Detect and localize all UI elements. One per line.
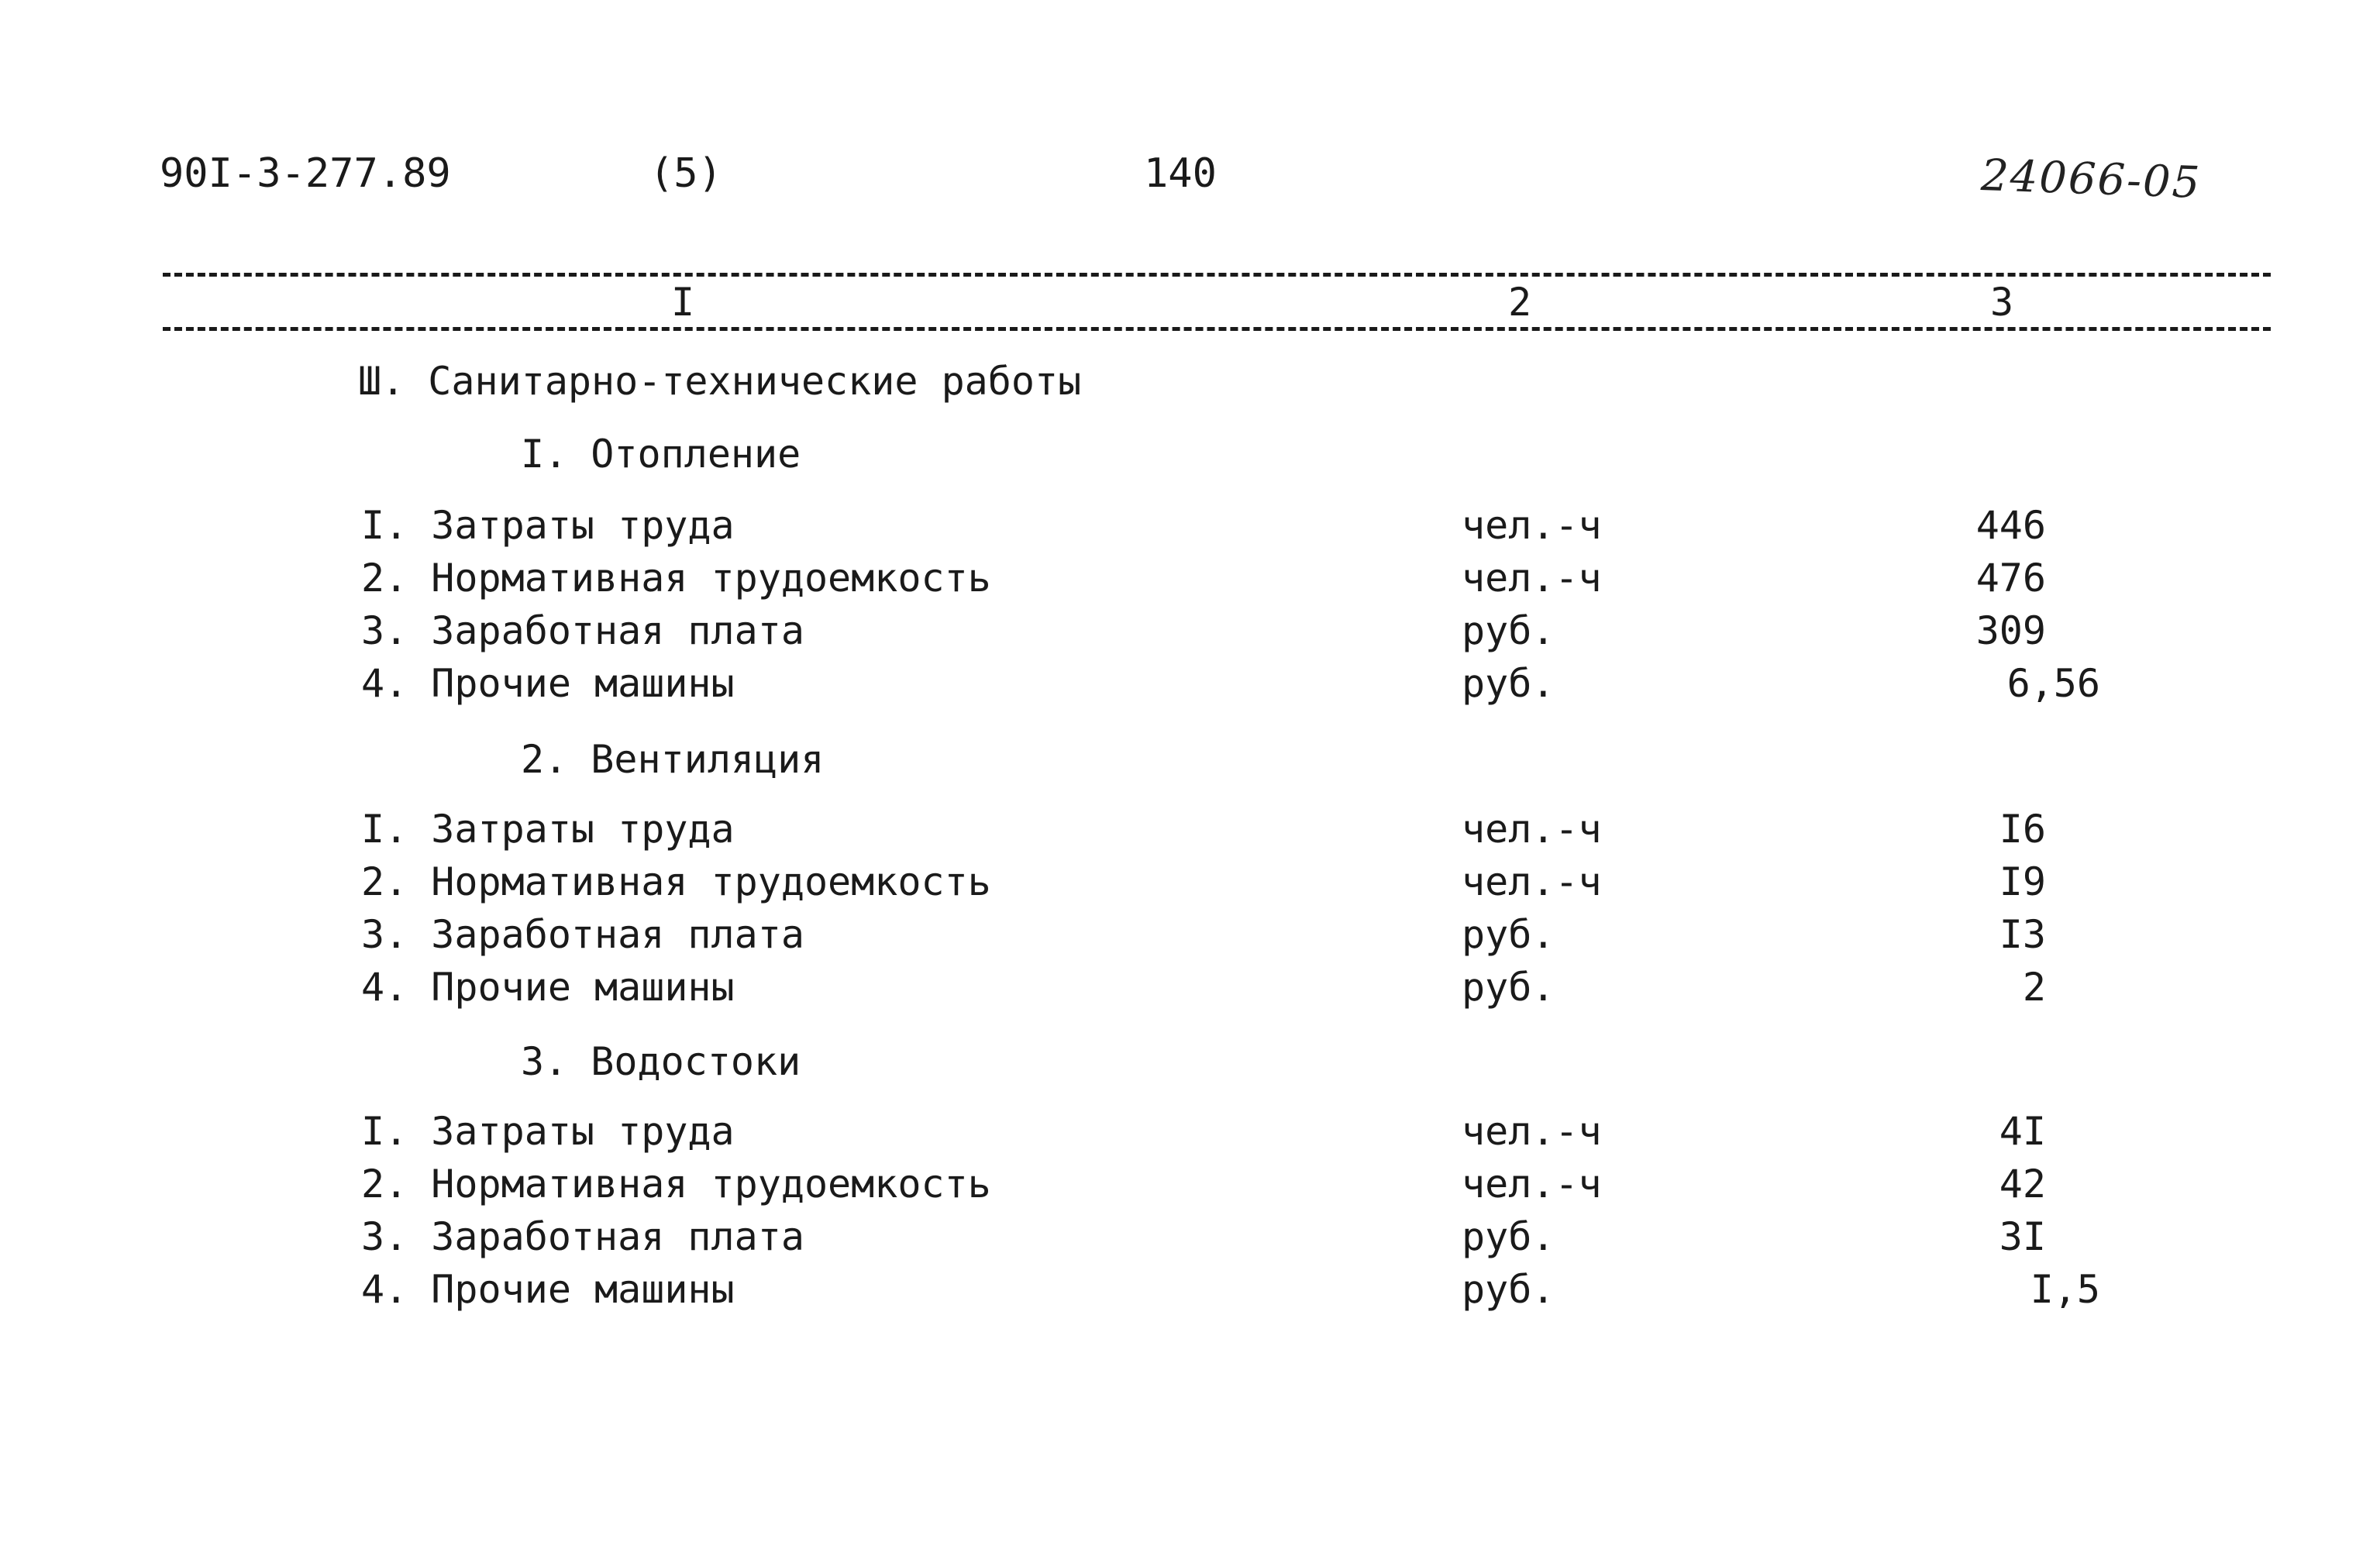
row-value: 42 [1999, 1162, 2046, 1207]
table-row [0, 855, 2380, 908]
row-name: 2. Нормативная трудоемкость [361, 859, 991, 904]
row-unit: руб. [1462, 1214, 1555, 1259]
row-unit: руб. [1462, 661, 1555, 706]
row-unit: чел.-ч [1462, 556, 1602, 601]
table-row [0, 961, 2380, 1014]
row-unit: чел.-ч [1462, 859, 1602, 904]
row-unit: руб. [1462, 965, 1555, 1010]
row-value: I6 [1999, 807, 2046, 852]
row-unit: чел.-ч [1462, 1109, 1602, 1154]
table-row [0, 1158, 2380, 1210]
column-header-1: I [671, 280, 695, 325]
group-title-ventilation: 2. Вентиляция [521, 737, 825, 782]
column-header-3: 3 [1990, 280, 2014, 325]
row-value: I3 [1999, 912, 2046, 957]
row-name: 4. Прочие машины [361, 661, 735, 706]
row-unit: руб. [1462, 912, 1555, 957]
row-value: I,5 [2030, 1267, 2100, 1312]
row-value: 476 [1975, 556, 2046, 601]
table-row [0, 1263, 2380, 1316]
table-row [0, 604, 2380, 657]
row-value: 4I [1999, 1109, 2046, 1154]
row-value: 6,56 [2006, 661, 2100, 706]
row-name: 2. Нормативная трудоемкость [361, 1162, 991, 1207]
row-unit: руб. [1462, 1267, 1555, 1312]
table-header-rule [163, 327, 2271, 331]
page-number: 140 [1144, 150, 1217, 197]
table-row [0, 657, 2380, 710]
row-value: 3I [1999, 1214, 2046, 1259]
document-code: 90I-3-277.89 [160, 150, 451, 197]
row-name: 2. Нормативная трудоемкость [361, 556, 991, 601]
row-name: 4. Прочие машины [361, 1267, 735, 1312]
column-header-2: 2 [1508, 280, 1532, 325]
table-row [0, 1210, 2380, 1263]
table-row [0, 499, 2380, 552]
table-row [0, 552, 2380, 604]
row-value: 2 [2022, 965, 2046, 1010]
row-unit: чел.-ч [1462, 807, 1602, 852]
row-name: I. Затраты труда [361, 807, 735, 852]
group-title-heating: I. Отопление [521, 432, 801, 477]
row-unit: руб. [1462, 608, 1555, 653]
row-unit: чел.-ч [1462, 503, 1602, 548]
row-name: 3. Заработная плата [361, 608, 804, 653]
row-value: 446 [1975, 503, 2046, 548]
row-name: 3. Заработная плата [361, 1214, 804, 1259]
row-value: 309 [1975, 608, 2046, 653]
row-name: I. Затраты труда [361, 503, 735, 548]
table-row [0, 1105, 2380, 1158]
table-row [0, 803, 2380, 855]
handwritten-inventory-number: 24066-05 [1979, 150, 2203, 208]
row-name: I. Затраты труда [361, 1109, 735, 1154]
table-top-rule [163, 273, 2271, 277]
group-title-drainage: 3. Водостоки [521, 1039, 801, 1084]
row-unit: чел.-ч [1462, 1162, 1602, 1207]
sheet-number: (5) [649, 150, 722, 197]
table-row [0, 908, 2380, 961]
row-value: I9 [1999, 859, 2046, 904]
row-name: 4. Прочие машины [361, 965, 735, 1010]
section-title: Ш. Санитарно-технические работы [358, 359, 1082, 404]
row-name: 3. Заработная плата [361, 912, 804, 957]
